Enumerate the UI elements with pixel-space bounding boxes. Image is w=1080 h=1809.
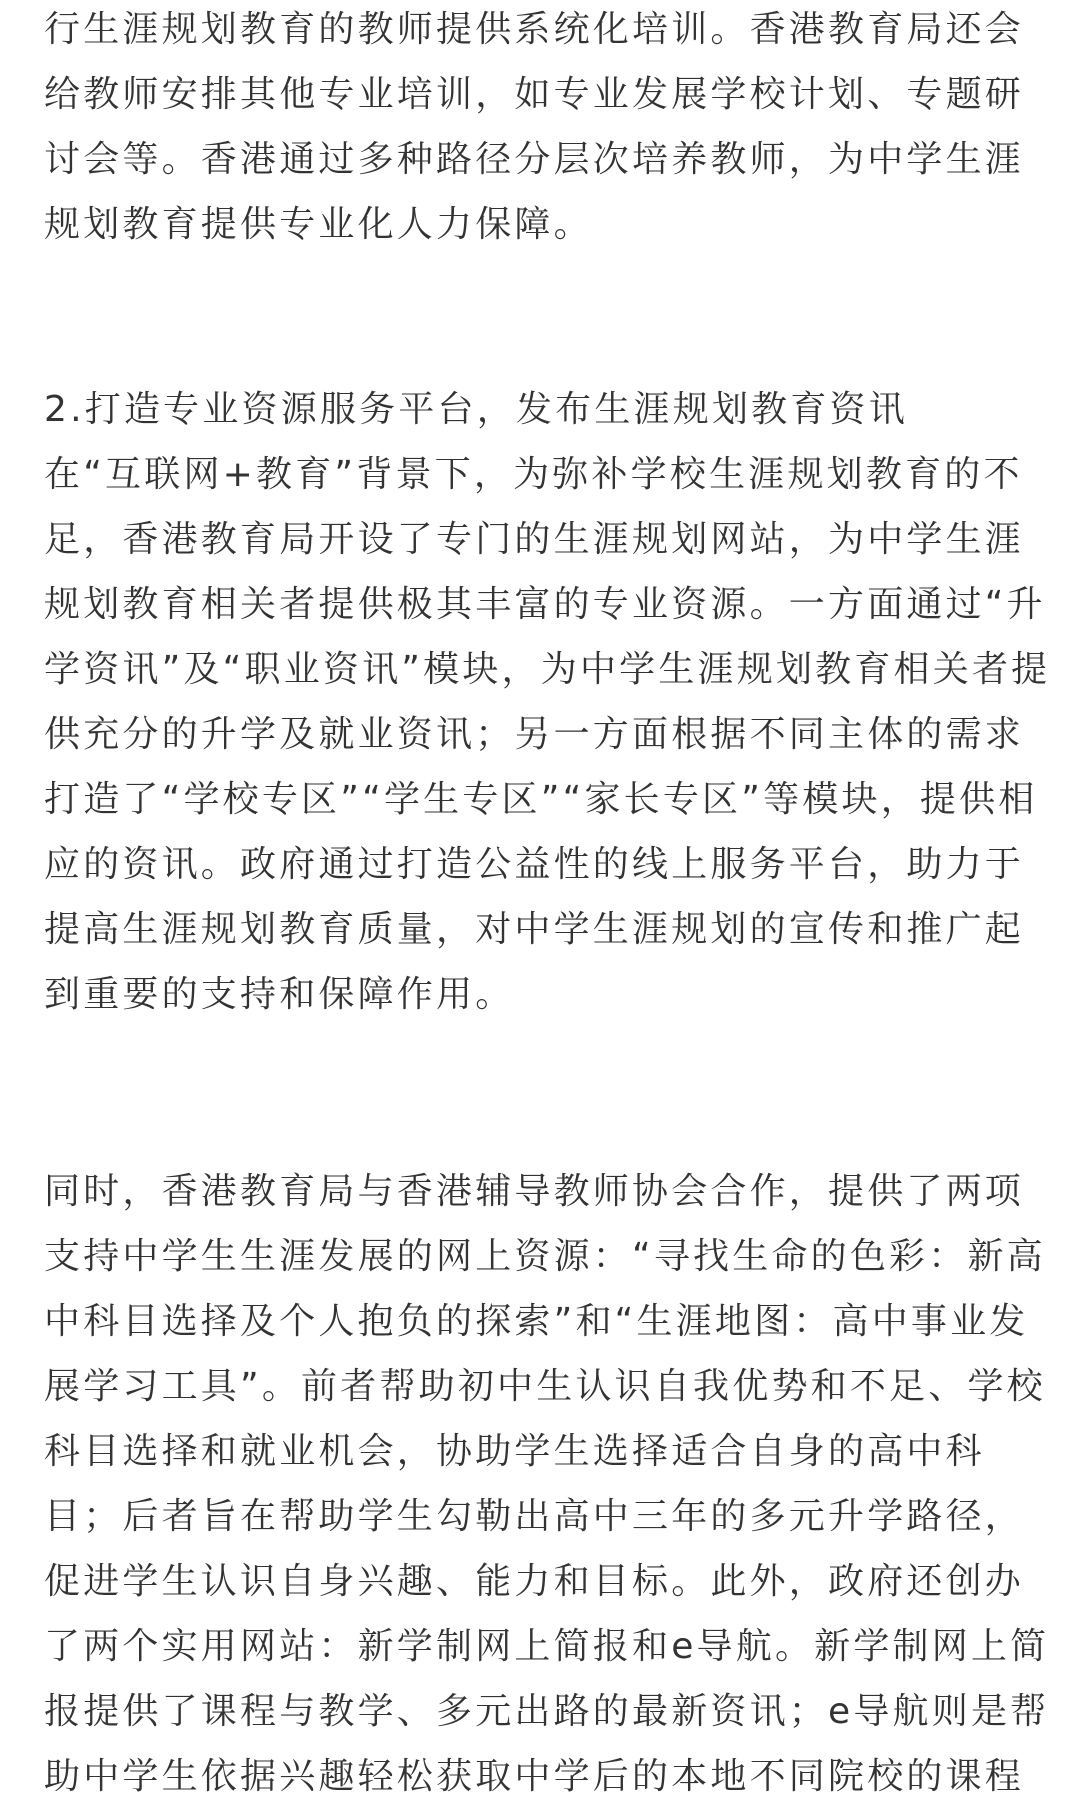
- text-line: 在“互联网+教育”背景下，为弥补学校生涯规划教育的不: [44, 454, 1023, 495]
- text-line: 科目选择和就业机会，协助学生选择适合自身的高中科: [44, 1431, 985, 1472]
- text-line: 支持中学生生涯发展的网上资源：“寻找生命的色彩：新高: [44, 1236, 1046, 1277]
- section-heading-block: [44, 377, 1038, 442]
- text-line: 助中学生依据兴趣轻松获取中学后的本地不同院校的课程: [44, 1756, 1025, 1797]
- text-line: 提高生涯规划教育质量，对中学生涯规划的宣传和推广起: [44, 909, 1025, 950]
- text-line: 给教师安排其他专业培训，如专业发展学校计划、专题研: [44, 74, 1025, 115]
- paragraph-1: [44, 0, 1038, 257]
- text-line: 足，香港教育局开设了专门的生涯规划网站，为中学生涯: [44, 519, 1025, 560]
- text-line: 应的资讯。政府通过打造公益性的线上服务平台，助力于: [44, 844, 1025, 885]
- text-line: 报提供了课程与教学、多元出路的最新资讯；e导航则是帮: [44, 1691, 1050, 1732]
- paragraph-3: [44, 1159, 1050, 1809]
- text-line: 目；后者旨在帮助学生勾勒出高中三年的多元升学路径，: [44, 1496, 1025, 1537]
- text-line: 规划教育提供专业化人力保障。: [44, 204, 593, 245]
- text-line: 展学习工具”。前者帮助初中生认识自我优势和不足、学校: [44, 1366, 1046, 1407]
- text-line: 讨会等。香港通过多种路径分层次培养教师，为中学生涯: [44, 139, 1025, 180]
- text-line: 促进学生认识自身兴趣、能力和目标。此外，政府还创办: [44, 1561, 1025, 1602]
- text-line: 打造了“学校专区”“学生专区”“家长专区”等模块，提供相: [44, 779, 1038, 820]
- article-body: [44, 0, 1051, 1809]
- text-line: 了两个实用网站：新学制网上简报和e导航。新学制网上简: [44, 1626, 1050, 1667]
- text-line: 供充分的升学及就业资讯；另一方面根据不同主体的需求: [44, 714, 1025, 755]
- text-line: 规划教育相关者提供极其丰富的专业资源。一方面通过“升: [44, 584, 1046, 625]
- section-heading: 2.打造专业资源服务平台，发布生涯规划教育资讯: [44, 389, 908, 430]
- text-line: 中科目选择及个人抱负的探索”和“生涯地图：高中事业发: [44, 1301, 1029, 1342]
- text-line: 行生涯规划教育的教师提供系统化培训。香港教育局还会: [44, 9, 1025, 50]
- text-line: 学资讯”及“职业资讯”模块，为中学生涯规划教育相关者提: [44, 649, 1051, 690]
- text-line: 同时，香港教育局与香港辅导教师协会合作，提供了两项: [44, 1171, 1025, 1212]
- paragraph-2: [44, 442, 1051, 1027]
- text-line: 到重要的支持和保障作用。: [44, 974, 515, 1015]
